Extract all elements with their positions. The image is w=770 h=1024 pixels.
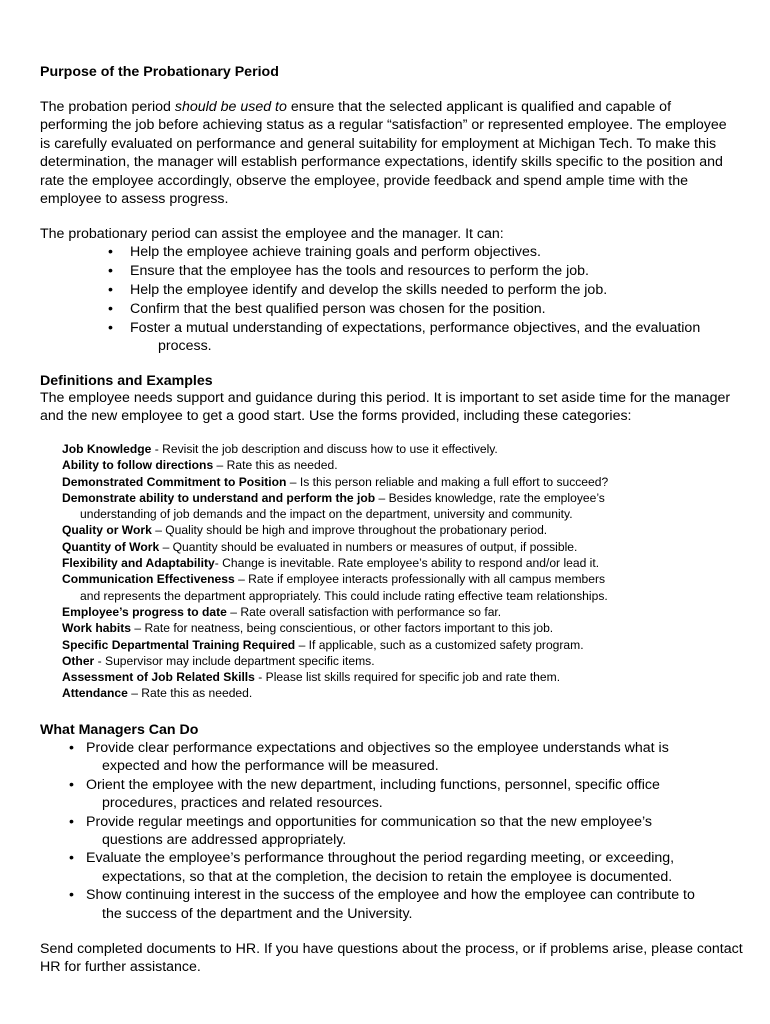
list-item: • Foster a mutual understanding of expectations, performance objectives, and the evaluation process. [108, 319, 701, 355]
assist-intro: The probationary period can assist the employee and the manager. It can: [40, 226, 504, 242]
definition-item: Assessment of Job Related Skills - Please list skills required for specific job and rate them. [62, 670, 561, 685]
list-item: • Provide clear performance expectations and objectives so the employee understands what is expected and how the performance will be measured. [69, 740, 669, 775]
bullet-icon: • [69, 740, 74, 756]
heading-definitions: Definitions and Examples [40, 373, 213, 389]
list-item: • Confirm that the best qualified person was chosen for the position. [108, 300, 546, 317]
definitions-intro: The employee needs support and guidance during this period. It is important to set aside time for the manager and the new employee to get a good start. Use the forms provided, including these categories: [40, 390, 731, 425]
definition-item: Job Knowledge - Revisit the job description and discuss how to use it effectively. [62, 442, 498, 456]
purpose-paragraph [40, 98, 740, 208]
manager-list [69, 739, 746, 923]
bullet-icon: • [108, 300, 113, 317]
list-item: • Evaluate the employee’s performance throughout the period regarding meeting, or exceeding, expectations, so that at the completion, the decision to retain the employee is documented. [69, 850, 675, 885]
bullet-icon: • [69, 813, 74, 830]
definition-item: Other - Supervisor may include department specific items. [62, 653, 375, 668]
purpose-emphasis: should be used to [174, 99, 287, 115]
definition-item: Ability to follow directions – Rate this as needed. [62, 458, 338, 473]
assist-list [108, 243, 750, 356]
bullet-icon: • [69, 850, 74, 867]
definition-item: Flexibility and Adaptability- Change is inevitable. Rate employee’s ability to respond and/or lead it. [62, 556, 600, 571]
list-item: • Orient the employee with the new department, including functions, personnel, specific office procedures, practices and related resources. [69, 776, 660, 812]
list-item: • Provide regular meetings and opportunities for communication so that the new employee’s questions are addressed appropriately. [69, 813, 652, 849]
bullet-icon: • [108, 319, 113, 336]
heading-managers: What Managers Can Do [40, 722, 199, 738]
definition-item: Specific Departmental Training Required – If applicable, such as a customized safety program. [62, 637, 584, 652]
definition-item: Quality or Work – Quality should be high and improve throughout the probationary period. [62, 523, 548, 538]
list-item: • Help the employee identify and develop the skills needed to perform the job. [108, 281, 608, 298]
list-item: • Show continuing interest in the success of the employee and how the employee can contribute to the success of the department and the University. [69, 887, 695, 922]
definition-item: Employee’s progress to date – Rate overall satisfaction with performance so far. [62, 604, 502, 619]
bullet-icon: • [108, 244, 113, 260]
bullet-icon: • [108, 262, 113, 279]
definition-item: Work habits – Rate for neatness, being conscientious, or other factors important to this job. [62, 621, 554, 636]
purpose-text-start: The probation period [40, 99, 175, 115]
list-item: • Help the employee achieve training goals and perform objectives. [108, 244, 541, 260]
heading-purpose: Purpose of the Probationary Period [40, 64, 279, 80]
purpose-text-rest: ensure that the selected applicant is qualified and capable of performing the job before achieving status as a regular “satisfaction” or represented employee. The employee is carefully evaluated on performance and general suitability for employment at Michigan Tech. To make this determination, the manager will establish performance expectations, identify skills specific to the position and rate the employee accordingly, observe the employee, provide feedback and spend ample time with the employee to assess progress. [40, 99, 727, 208]
list-item: • Ensure that the employee has the tools and resources to perform the job. [108, 262, 589, 279]
bullet-icon: • [69, 776, 74, 793]
closing-paragraph: Send completed documents to HR. If you have questions about the process, or if problems arise, please contact HR for further assistance. [40, 941, 743, 976]
definition-item: Attendance – Rate this as needed. [62, 686, 253, 701]
definition-item: Quantity of Work – Quantity should be evaluated in numbers or measures of output, if possible. [62, 539, 578, 554]
bullet-icon: • [69, 887, 74, 904]
definitions-list [62, 441, 722, 702]
definition-item: Demonstrated Commitment to Position – Is this person reliable and making a full effort to succeed? [62, 474, 609, 489]
definition-item: Demonstrate ability to understand and perform the job – Besides knowledge, rate the employee’s understanding of job demands and the impact on the department, university and community. [62, 490, 605, 522]
definition-item: Communication Effectiveness – Rate if employee interacts professionally with all campus members and represents the department appropriately. This could include rating effective team relationships. [62, 572, 608, 603]
bullet-icon: • [108, 281, 113, 298]
